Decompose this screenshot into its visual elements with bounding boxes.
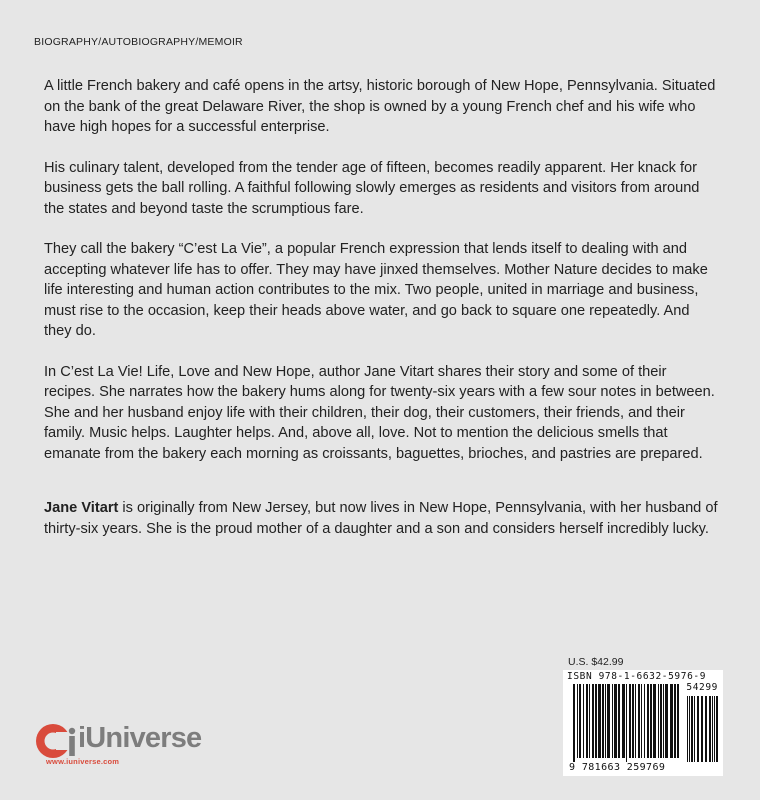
barcode-addon-bar	[712, 696, 713, 762]
iuniverse-mark-icon	[34, 722, 78, 762]
barcode-bar	[635, 684, 636, 758]
price-label: U.S. $42.99	[568, 656, 624, 668]
barcode-bar	[579, 684, 581, 758]
barcode-bar	[658, 684, 659, 758]
barcode-bar	[632, 684, 634, 758]
barcode-bar	[647, 684, 649, 758]
description-paragraph: In C’est La Vie! Life, Love and New Hope, author Jane Vitart shares their story and some of their recipes. She narrates how the bakery hums along for twenty-six years with a few sour notes in between. She and her husband enjoy life with their children, their dog, their customers, their friends, and their family. Music helps. Laughter helps. And, above all, love. Not to mention the delicious smells that emanate from the bakery each morning as croissants, baguettes, brioches, and pastries are prepared.	[44, 363, 715, 462]
author-bio	[44, 498, 720, 539]
barcode-bar	[614, 684, 617, 758]
barcode-bar	[592, 684, 594, 758]
barcode-bar	[653, 684, 656, 758]
barcode-bar	[629, 684, 631, 758]
barcode-bar	[595, 684, 597, 758]
barcode-bar	[665, 684, 668, 758]
barcode-addon-bar	[691, 696, 693, 762]
barcode-addon-bar	[701, 696, 703, 762]
price-code: 54299	[686, 682, 718, 693]
barcode-bar	[618, 684, 620, 758]
publisher-logo	[34, 718, 234, 768]
barcode-bar	[663, 684, 664, 758]
barcode-bar	[589, 684, 590, 758]
barcode-bar	[622, 684, 625, 758]
barcode-bar	[602, 684, 604, 758]
barcode-addon-bar	[687, 696, 688, 762]
barcode-bar	[607, 684, 610, 758]
barcode-bar	[605, 684, 606, 758]
book-description	[44, 76, 720, 484]
barcode-digits: 9 781663 259769	[569, 762, 666, 773]
barcode-bar	[626, 684, 627, 762]
author-bio-text: is originally from New Jersey, but now lives in New Hope, Pennsylvania, with her husband of thirty-six years. She is the proud mother of a daughter and a son and considers herself incredibly lucky.	[44, 500, 718, 537]
barcode-bar	[677, 684, 679, 758]
barcode-addon-bar	[697, 696, 699, 762]
barcode-bar	[612, 684, 613, 758]
barcode-bar	[670, 684, 673, 758]
author-bio-paragraph	[44, 498, 720, 539]
barcode-addon-bar	[709, 696, 711, 762]
isbn-label: ISBN 978-1-6632-5976-9	[567, 671, 707, 682]
barcode-bar	[598, 684, 601, 758]
barcode-addon-bar	[694, 696, 695, 762]
barcode-bar	[650, 684, 652, 758]
description-paragraph: A little French bakery and café opens in the artsy, historic borough of New Hope, Pennsylvania. Situated on the bank of the great Delaware River, the shop is owned by a young French chef and his wife who have high hopes for a successful enterprise.	[44, 78, 716, 135]
barcode-bar	[660, 684, 662, 758]
publisher-url: www.iuniverse.com	[46, 757, 120, 766]
author-name: Jane Vitart	[44, 500, 119, 516]
isbn-barcode	[563, 670, 723, 776]
barcode-bar	[638, 684, 640, 758]
barcode-bar	[641, 684, 642, 758]
barcode-bar	[577, 684, 578, 758]
barcode-bar	[583, 684, 584, 758]
barcode-bar	[644, 684, 645, 758]
publisher-name: iUniverse	[78, 722, 202, 754]
barcode-addon-bar	[689, 696, 690, 762]
barcode-bar	[586, 684, 588, 758]
barcode-addon-bar	[716, 696, 718, 762]
barcode-bar	[573, 684, 575, 762]
description-paragraph: His culinary talent, developed from the tender age of fifteen, becomes readily apparent. Her knack for business gets the ball rolling. A faithful following slowly emerges as residents and visitors from around the states and beyond taste the scrumptious fare.	[44, 159, 700, 217]
barcode-bar	[674, 684, 676, 758]
description-paragraph: They call the bakery “C’est La Vie”, a popular French expression that lends itself to dealing with and accepting whatever life has to offer. They may have jinxed themselves. Mother Nature decides to make life interesting and human action contributes to the mix. Two people, united in marriage and business, must rise to the occasion, keep their heads above water, and go back to square one repeatedly. And they do.	[44, 241, 708, 339]
category-label: BIOGRAPHY/AUTOBIOGRAPHY/MEMOIR	[34, 36, 243, 48]
barcode-addon-bar	[705, 696, 707, 762]
barcode-addon-bar	[714, 696, 715, 762]
